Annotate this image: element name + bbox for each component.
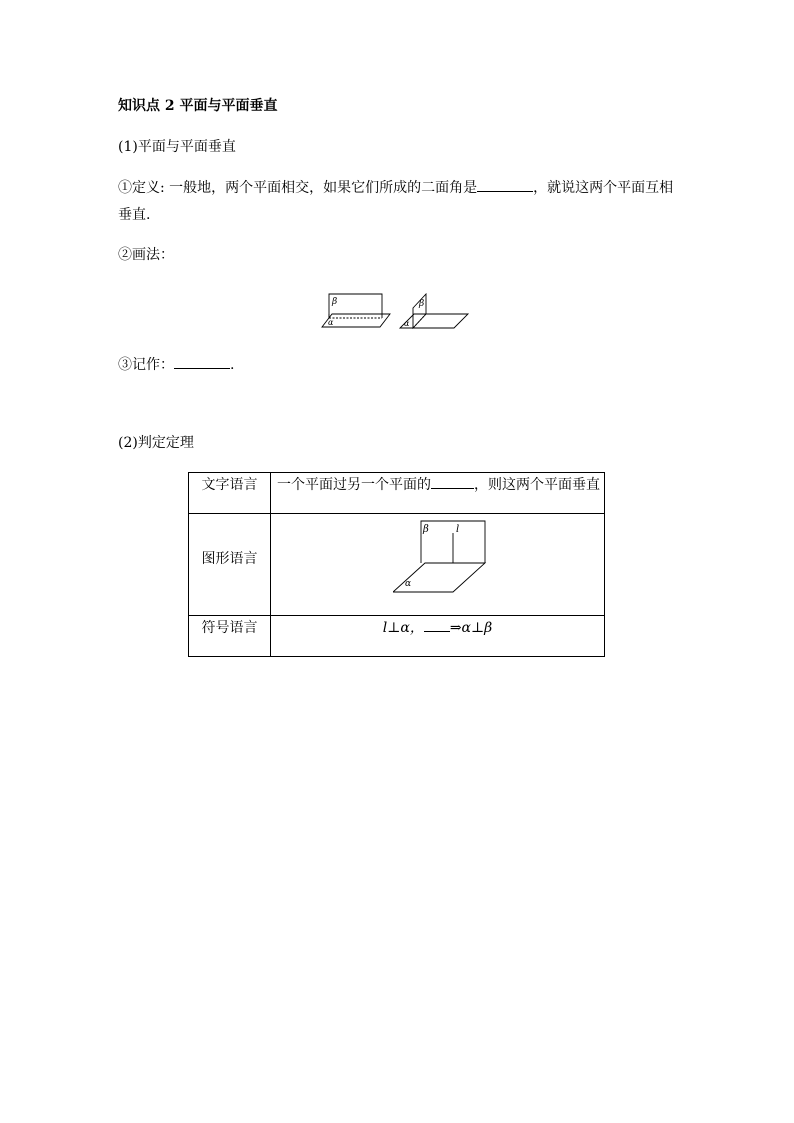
section-title: 知识点 2 平面与平面垂直 bbox=[118, 98, 278, 114]
row-text-content bbox=[271, 473, 604, 494]
table-row-symbol bbox=[189, 616, 605, 657]
theorem-table bbox=[188, 472, 605, 657]
row-symbol-content bbox=[271, 616, 604, 637]
row-figure-label: 图形语言 bbox=[201, 550, 258, 567]
symbol-suffix: ⇒α⊥β bbox=[449, 620, 493, 636]
table-row-text bbox=[189, 473, 605, 514]
row-figure-content-cell bbox=[271, 514, 605, 616]
notation-label: ③记作： bbox=[118, 357, 174, 373]
symbol-blank[interactable] bbox=[424, 617, 450, 632]
fig1-alpha-label: α bbox=[328, 318, 334, 327]
theorem-l-label: l bbox=[456, 524, 460, 535]
notation-line bbox=[118, 354, 234, 375]
row-symbol-label-cell bbox=[189, 616, 271, 657]
row-text-label: 文字语言 bbox=[201, 477, 258, 493]
definition-line-1 bbox=[118, 177, 673, 198]
row-text-prefix: 一个平面过另一个平面的 bbox=[277, 477, 431, 493]
definition-prefix: ①定义: 一般地，两个平面相交，如果它们所成的二面角是 bbox=[118, 180, 478, 196]
part2-heading: (2)判定定理 bbox=[118, 435, 194, 451]
part1-heading: (1)平面与平面垂直 bbox=[118, 139, 236, 155]
row-symbol-content-cell bbox=[271, 616, 605, 657]
row-text-label-cell bbox=[189, 473, 271, 514]
figure-2 bbox=[400, 294, 468, 328]
fig2-alpha-label: α bbox=[404, 319, 410, 328]
plane-perpendicular-figures bbox=[318, 286, 478, 334]
fig2-beta-label: β bbox=[419, 299, 425, 309]
theorem-figure bbox=[393, 519, 493, 601]
theorem-beta-label: β bbox=[423, 524, 429, 535]
row-figure-label-cell bbox=[189, 514, 271, 616]
row-text-content-cell bbox=[271, 473, 605, 514]
table-row-figure bbox=[189, 514, 605, 616]
drawing-label: ②画法： bbox=[118, 247, 174, 263]
symbol-prefix: l⊥α， bbox=[382, 620, 424, 636]
row-text-suffix: ，则这两个平面垂直 bbox=[474, 477, 600, 493]
definition-line-2: 垂直. bbox=[118, 207, 151, 223]
fig1-beta-label: β bbox=[332, 297, 338, 307]
notation-end: . bbox=[230, 357, 235, 373]
theorem-alpha-label: α bbox=[405, 579, 412, 589]
definition-blank[interactable] bbox=[477, 177, 533, 192]
row-symbol-label: 符号语言 bbox=[201, 620, 258, 636]
definition-suffix: ，就说这两个平面互相 bbox=[533, 180, 674, 196]
row-text-blank[interactable] bbox=[431, 474, 474, 489]
notation-blank[interactable] bbox=[174, 354, 230, 369]
